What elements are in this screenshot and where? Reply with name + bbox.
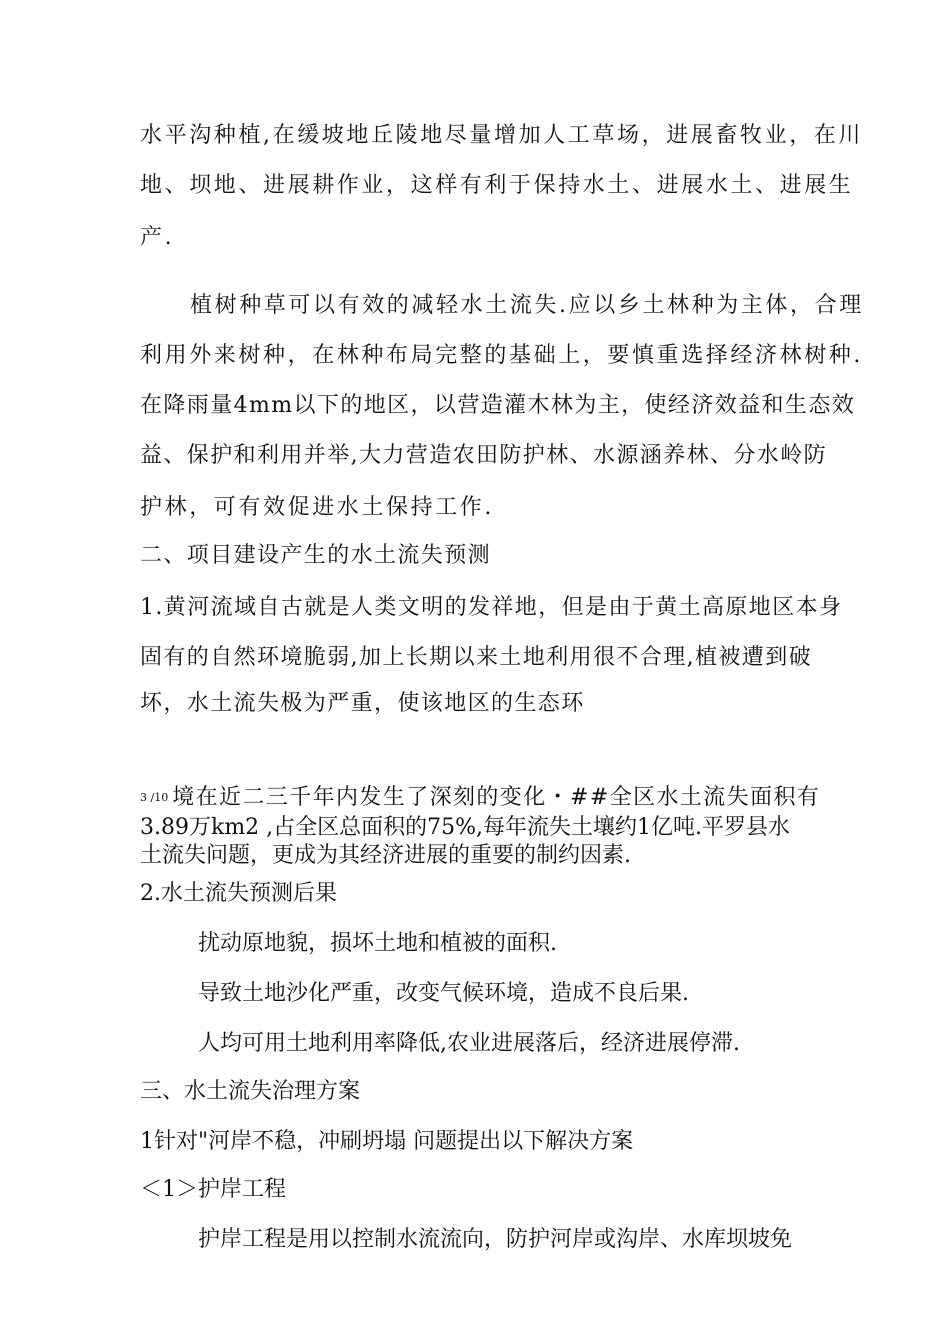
text-line: 益、保护和利用并举,大力营造农田防护林、水源涵养林、分水岭防	[140, 443, 827, 468]
list-item: 人均可用土地利用率降低,农业进展落后，经济进展停滞.	[198, 1031, 740, 1056]
list-item: 导致土地沙化严重，改变气候环境，造成不良后果.	[198, 981, 689, 1006]
paragraph-start: 植树种草可以有效的减轻水土流失.应以乡土林种为主体，合理	[190, 293, 864, 318]
text-span: 境在近二三千年内发生了深刻的变化・##全区水土流失面积有	[172, 785, 821, 810]
text-line	[140, 784, 820, 812]
subsection-heading: ＜1＞护岸工程	[140, 1177, 286, 1202]
text-line: 护林，可有效促进水土保持工作.	[140, 495, 494, 520]
section-heading: 三、水土流失治理方案	[140, 1079, 361, 1104]
text-line: 1.黄河流域自古就是人类文明的发祥地，但是由于黄土高原地区本身	[140, 595, 843, 620]
text-line: 利用外来树种，在林种布局完整的基础上，要慎重选择经济林树种.	[140, 343, 863, 368]
text-line: 水平沟种植,在缓坡地丘陵地尽量增加人工草场，进展畜牧业，在川	[140, 123, 863, 148]
text-line: 坏，水土流失极为严重，使该地区的生态环	[140, 691, 585, 716]
text-line: 产.	[140, 225, 175, 250]
text-line: 固有的自然环境脆弱,加上长期以来土地利用很不合理,植被遭到破	[140, 645, 812, 670]
text-line: 土流失问题，更成为其经济进展的重要的制约因素.	[140, 843, 631, 868]
list-item: 扰动原地貌，损坏土地和植被的面积.	[198, 931, 557, 956]
text-line: 地、坝地、进展耕作业，这样有利于保持水土、进展水土、进展生	[140, 173, 854, 198]
section-heading: 二、项目建设产生的水土流失预测	[140, 543, 492, 568]
subsection-heading: 1针对"河岸不稳，冲刷坍塌 问题提出以下解决方案	[140, 1129, 634, 1154]
text-line: 3.89万km2 ,占全区总面积的75%,每年流失土壤约1亿吨.平罗县水	[140, 815, 791, 840]
text-line: 在降雨量4mm以下的地区，以营造灌木林为主，使经济效益和生态效	[140, 393, 856, 418]
page-marker: 3 /10	[140, 791, 169, 804]
paragraph-start: 护岸工程是用以控制水流流向，防护河岸或沟岸、水库坝坡免	[198, 1227, 793, 1252]
section-heading: 2.水土流失预测后果	[140, 881, 337, 906]
